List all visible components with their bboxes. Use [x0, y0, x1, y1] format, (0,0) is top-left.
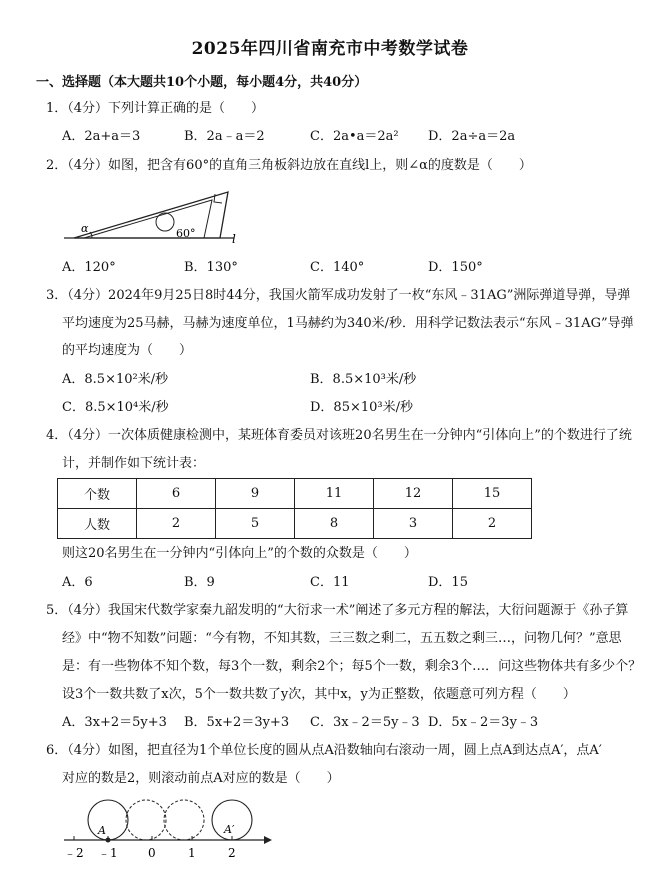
q3-option-c: C．8.5×10⁴米/秒	[62, 400, 169, 415]
table-cell: 11	[295, 479, 374, 509]
table-cell: 15	[453, 479, 532, 509]
page-title: 2025年四川省南充市中考数学试卷	[191, 39, 469, 59]
q4-option-c: C．11	[310, 575, 350, 590]
table-cell: 5	[216, 509, 295, 539]
table-row	[58, 509, 532, 539]
q3-option-d: D．85×10³米/秒	[310, 400, 413, 415]
table-cell: 6	[137, 479, 216, 509]
q3-line-3: 的平均速度为（ ）	[62, 343, 193, 358]
q6-number-line-figure	[60, 796, 280, 862]
table-row	[58, 479, 532, 509]
q4-option-a: A．6	[62, 575, 93, 590]
section-heading: 一、选择题（本大题共10个小题，每小题4分，共40分）	[36, 75, 368, 90]
q1-option-d: D．2a÷a＝2a	[428, 129, 516, 144]
q5-line-2: 经》中“物不知数”问题：“今有物，不知其数，三三数之剩二，五五数之剩三…，问物几何？”意思	[62, 631, 622, 646]
q4-line-1: 4．（4分）一次体质健康检测中，某班体育委员对该班20名男生在一分钟内“引体向上”的个数进行了统	[46, 428, 632, 443]
q2-alpha-label: α	[81, 222, 89, 235]
q6-point-a-label: A	[98, 824, 106, 837]
q4-option-b: B．9	[184, 575, 215, 590]
q6-tick-label: ﹣1	[98, 846, 118, 860]
table-cell: 8	[295, 509, 374, 539]
q5-line-1: 5．（4分）我国宋代数学家秦九韶发明的“大衍求一术”阐述了多元方程的解法，大衍问题源于《孙子算	[46, 603, 629, 618]
q6-tick-label: ﹣2	[64, 846, 84, 860]
q5-option-c: C．3x﹣2＝5y﹣3	[310, 715, 420, 730]
q2-option-b: B．130°	[184, 260, 238, 275]
table-cell: 12	[374, 479, 453, 509]
q2-line-label: l	[232, 232, 236, 246]
q2-triangle-figure	[62, 186, 252, 246]
q3-option-b: B．8.5×10³米/秒	[310, 372, 417, 387]
q3-line-1: 3．（4分）2024年9月25日8时44分，我国火箭军成功发射了一枚“东风﹣31AG”洲际弹道导弹，导弹	[46, 288, 631, 303]
table-cell: 2	[137, 509, 216, 539]
q1-option-a: A．2a+a＝3	[62, 129, 141, 144]
q1-option-b: B．2a﹣a＝2	[184, 129, 265, 144]
q5-option-d: D．5x﹣2＝3y﹣3	[428, 715, 539, 730]
q2-option-a: A．120°	[62, 260, 116, 275]
q5-option-b: B．5x+2＝3y+3	[184, 715, 290, 730]
q2-option-d: D．150°	[428, 260, 483, 275]
table-cell: 2	[453, 509, 532, 539]
q6-point-a-prime-label: A′	[224, 823, 235, 836]
q4-stat-table	[57, 478, 532, 539]
table-cell: 人数	[58, 509, 137, 539]
q2-option-c: C．140°	[310, 260, 365, 275]
q1-option-c: C．2a•a＝2a²	[310, 129, 399, 144]
q5-line-4: 设3个一数共数了x次，5个一数共数了y次，其中x，y为正整数，依题意可列方程（ ）	[62, 687, 576, 702]
q2-angle-label: 60°	[176, 227, 196, 240]
q5-option-a: A．3x+2＝5y+3	[62, 715, 167, 730]
table-cell: 9	[216, 479, 295, 509]
q4-line-2: 计，并制作如下统计表：	[62, 456, 206, 471]
q1-stem: 1．（4分）下列计算正确的是（ ）	[46, 101, 265, 116]
q6-tick-label: 2	[228, 846, 236, 860]
table-cell: 个数	[58, 479, 137, 509]
q4-option-d: D．15	[428, 575, 468, 590]
q6-tick-label: 0	[148, 846, 156, 860]
q6-tick-label: 1	[188, 846, 196, 860]
q5-line-3: 是：有一些物体不知个数，每3个一数，剩余2个；每5个一数，剩余3个…．问这些物体共有多少个？	[62, 659, 642, 674]
table-cell: 3	[374, 509, 453, 539]
q6-line-1: 6．（4分）如图，把直径为1个单位长度的圆从点A沿数轴向右滚动一周，圆上点A到达点A′，点A′	[46, 743, 602, 758]
q2-stem: 2．（4分）如图，把含有60°的直角三角板斜边放在直线l上，则∠α的度数是（ ）	[46, 158, 532, 173]
q4-line-3: 则这20名男生在一分钟内“引体向上”的个数的众数是（ ）	[62, 546, 417, 561]
q3-line-2: 平均速度为25马赫，马赫为速度单位，1马赫约为340米/秒．用科学记数法表示“东风﹣31AG”导弹	[62, 316, 634, 331]
q6-line-2: 对应的数是2，则滚动前点A对应的数是（ ）	[62, 771, 340, 786]
q3-option-a: A．8.5×10²米/秒	[62, 372, 169, 387]
